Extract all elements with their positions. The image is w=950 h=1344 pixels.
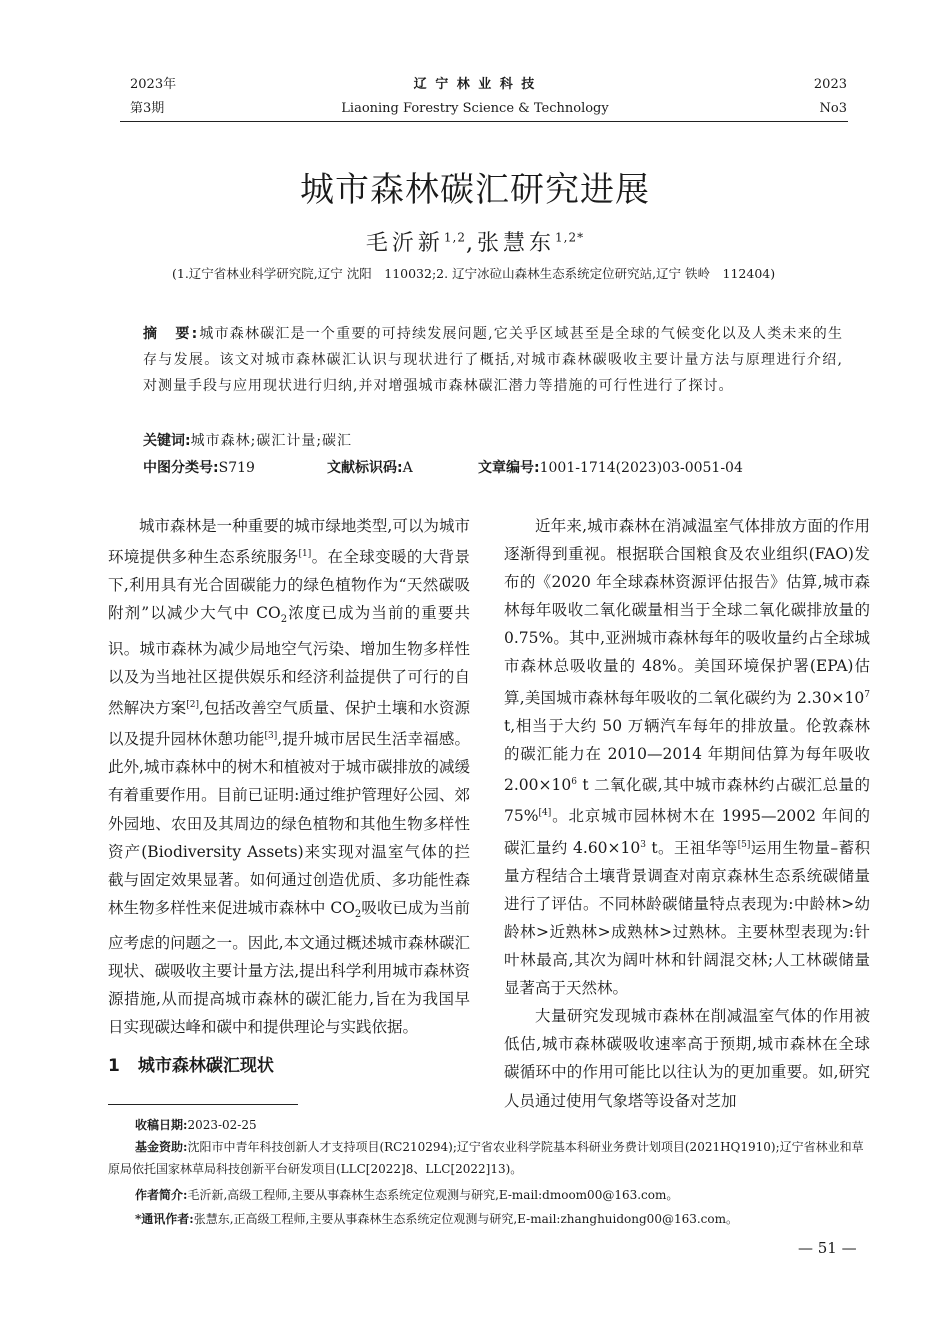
header-rule <box>120 121 848 122</box>
text-run: t,相当于大约 50 万辆汽车每年的排放量。伦敦森林的碳汇能力在 2010—2014 年期间估算为每年吸收 2.00×10 <box>504 716 870 795</box>
abstract-text: 城市森林碳汇是一个重要的可持续发展问题,它关乎区域甚至是全球的气候变化以及人类未来的生存与发展。该文对城市森林碳汇认识与现状进行了概括,对城市森林碳吸收主要计量方法与原理进行介绍,对测量手段与应用现状进行归纳,并对增强城市森林碳汇潜力等措施的可行性进行了探讨。 <box>143 326 843 394</box>
text-run: t 二氧化碳,其中城市森林约占碳汇总量的 75% <box>504 776 870 826</box>
footnote-received <box>135 1114 257 1136</box>
text-run: t。王祖华等 <box>646 838 738 857</box>
text-run: ,提升城市居民生活幸福感。此外,城市森林中的树木和植被对于城市碳排放的减缓有着重要作用。目前已证明:通过维护管理好公园、郊外园地、农田及其周边的绿色植物和其他生物多样性资产(Biodiversity Assets)来实现对温室气体的拦截与固定效果显著。如何通过创造优质、多功能性森林生物多样性来促进城市森林中 CO <box>108 730 470 917</box>
footnote-rule <box>108 1104 298 1105</box>
text-run: 城市森林是一种重要的城市绿地类型,可以为城市环境提供多种生态系统服务 <box>108 517 470 567</box>
right-paragraph-2: 大量研究发现城市森林在削减温室气体的作用被低估,城市森林碳吸收速率高于预期,城市森林在全球碳循环中的作用可能比以往认为的更加重要。如,研究人员通过使用气象塔等设备对芝加 <box>504 1007 870 1110</box>
article-number <box>478 457 743 477</box>
header-year-left: 2023年 <box>130 77 177 92</box>
subscript: 2 <box>354 908 362 920</box>
header-year-right: 2023 <box>813 77 847 92</box>
text-run: 。北京城市园林树木在 1995—2002 年间的碳汇量约 4.60×10 <box>504 807 870 857</box>
text-run: 运用生物量–蓄积量方程结合土壤背景调查对南京森林生态系统碳储量进行了评估。不同林龄碳储量特点表现为:中龄林>幼龄林>近熟林>成熟林>过熟林。主要林型表现为:针叶林最高,其次为阔叶林和针阔混交林;人工林碳储量显著高于天然林。 <box>504 838 870 998</box>
footnote-corresponding <box>135 1208 738 1230</box>
header-issue-right: No3 <box>819 101 847 116</box>
subscript: 2 <box>280 614 288 626</box>
fund-label: 基金资助: <box>135 1140 188 1154</box>
fund-text: 沈阳市中青年科技创新人才支持项目(RC210294);辽宁省农业科学院基本科研业务费计划项目(2021HQ1910);辽宁省林业和草原局依托国家林草局科技创新平台研发项目(LLC[2022]8、LLC[2022]13)。 <box>108 1140 864 1176</box>
corr-label: *通讯作者: <box>135 1212 194 1226</box>
text-run: 浓度已成为当前的重要共识。城市森林为减少局地空气污染、增加生物多样性以及为当地社区提供娱乐和经济利益提供了可行的自然解决方案 <box>108 604 470 717</box>
author-1-affil: 1,2 <box>443 230 466 245</box>
text-run: 。在全球变暖的大背景下,利用具有光合固碳能力的绿色植物作为“天然碳吸附剂”以减少大气中 CO <box>108 548 470 623</box>
author-1: 毛沂新 <box>365 231 444 256</box>
exponent: 6 <box>571 777 577 787</box>
header-issue-left: 第3期 <box>130 101 165 116</box>
author-line <box>0 226 950 257</box>
doc-code <box>327 457 413 477</box>
clc-value: S719 <box>218 460 255 476</box>
clc-label: 中图分类号: <box>143 460 219 476</box>
abstract <box>143 321 843 399</box>
text-run: 近年来,城市森林在消减温室气体排放方面的作用逐渐得到重视。根据联合国粮食及农业组织(FAO)发布的《2020 年全球森林资源评估报告》估算,城市森林每年吸收二氧化碳量相当于全球二氧化碳排放量的 0.75%。其中,亚洲城市森林每年的吸收量约占全球城市森林总吸收量的 48%。美国环境保护署(EPA)估算,美国城市森林每年吸收的二氧化碳约为 2.30×10 <box>504 517 870 707</box>
received-date: 2023-02-25 <box>187 1118 257 1132</box>
doc-label: 文献标识码: <box>327 460 403 476</box>
citation-3: [3] <box>264 731 278 742</box>
clc-number <box>143 457 255 477</box>
right-paragraph-1 <box>504 512 870 1002</box>
footnote-fund <box>108 1136 873 1180</box>
author-2: 张慧东 <box>477 231 556 256</box>
received-label: 收稿日期: <box>135 1118 188 1132</box>
abstract-label: 摘 要: <box>143 326 200 342</box>
art-label: 文章编号: <box>478 460 540 476</box>
keywords <box>143 430 352 450</box>
left-column <box>108 512 470 1041</box>
section-1-heading <box>108 1051 274 1076</box>
author-2-affil: 1,2* <box>555 230 585 245</box>
author-separator: , <box>466 231 477 256</box>
text-run: ,包括改善空气质量、保护土壤和水资源以及提升园林休憩功能 <box>108 698 470 749</box>
article-title: 城市森林碳汇研究进展 <box>300 170 650 210</box>
header-journal-en: Liaoning Forestry Science & Technology <box>341 101 609 116</box>
corr-text: 张慧东,正高级工程师,主要从事森林生态系统定位观测与研究,E-mail:zhanghuidong00@163.com。 <box>193 1212 738 1226</box>
citation-4: [4] <box>538 808 552 819</box>
keywords-label: 关键词: <box>143 433 191 449</box>
citation-1: [1] <box>298 549 312 560</box>
right-column <box>504 512 870 1115</box>
keywords-text: 城市森林;碳汇计量;碳汇 <box>190 433 353 449</box>
author-text: 毛沂新,高级工程师,主要从事森林生态系统定位观测与研究,E-mail:dmoom00@163.com。 <box>187 1188 679 1202</box>
footnote-author <box>135 1184 678 1206</box>
exponent: 3 <box>640 839 646 850</box>
section-1-title: 城市森林碳汇现状 <box>137 1056 274 1076</box>
affiliation: (1.辽宁省林业科学研究院,辽宁 沈阳 110032;2. 辽宁冰砬山森林生态系统定位研究站,辽宁 铁岭 112404) <box>172 266 776 281</box>
text-run: 吸收已成为当前应考虑的问题之一。因此,本文通过概述城市森林碳汇现状、碳吸收主要计量方法,提出科学利用城市森林资源措施,从而提高城市森林的碳汇能力,旨在为我国早日实现碳达峰和碳中和提供理论与实践依据。 <box>108 898 470 1037</box>
header-journal-cn: 辽 宁 林 业 科 技 <box>413 77 537 92</box>
exponent: 7 <box>864 689 870 700</box>
art-value: 1001-1714(2023)03-0051-04 <box>539 460 743 476</box>
citation-5: [5] <box>737 839 751 850</box>
page-number: — 51 — <box>798 1239 857 1257</box>
author-label: 作者简介: <box>135 1188 188 1202</box>
doc-value: A <box>402 460 413 476</box>
citation-2: [2] <box>186 699 199 710</box>
section-1-number: 1 <box>108 1056 120 1076</box>
left-paragraph-1 <box>108 512 470 1041</box>
